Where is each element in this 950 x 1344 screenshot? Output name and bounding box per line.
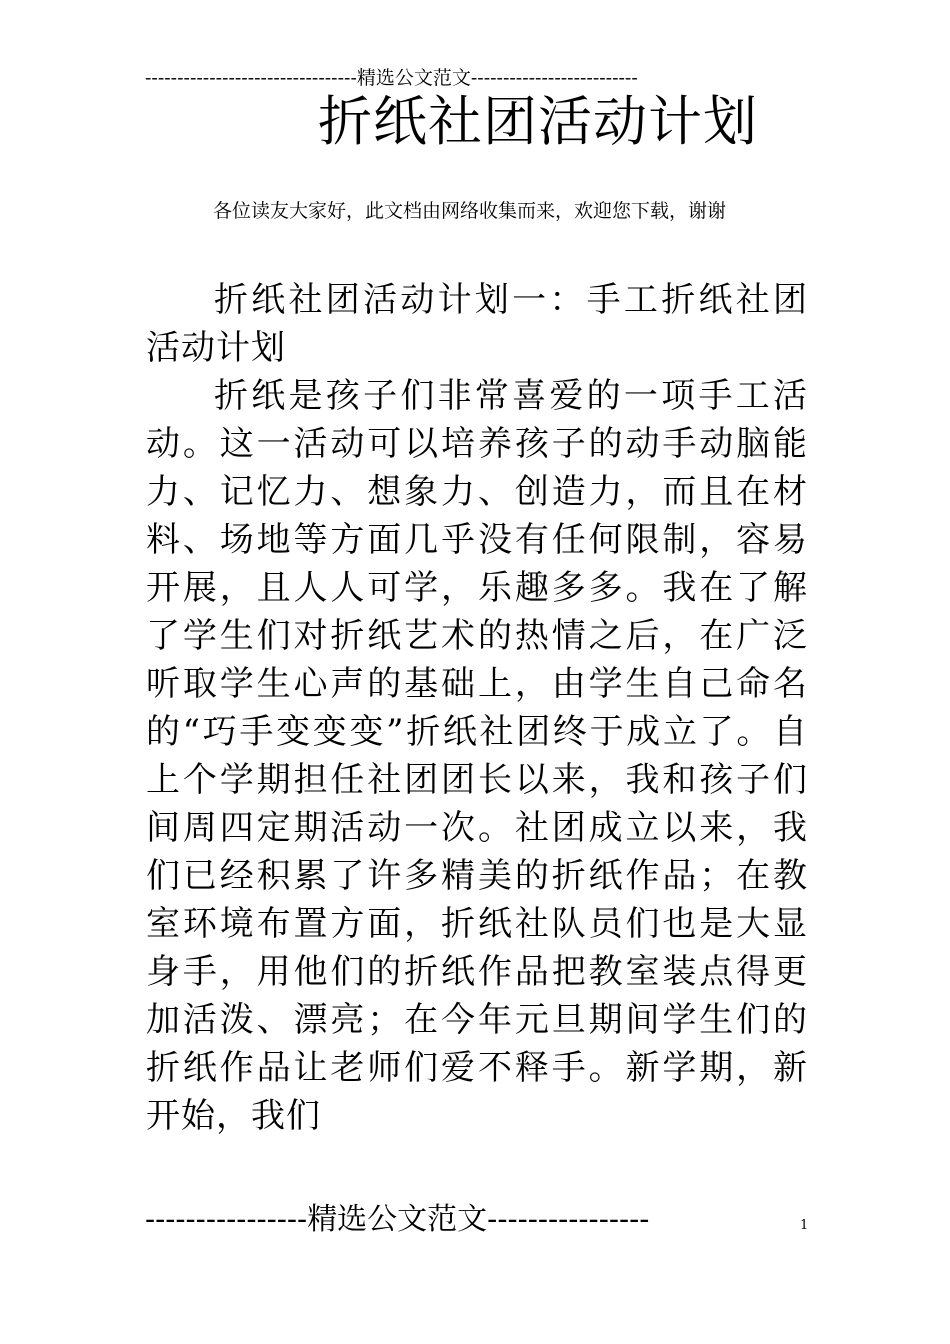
body-paragraph: 折纸是孩子们非常喜爱的一项手工活动。这一活动可以培养孩子的动手动脑能力、记忆力、想象力、创造力，而且在材料、场地等方面几乎没有任何限制，容易开展，且人人可学，乐趣多多。我在了解了学生们对折纸艺术的热情之后，在广泛听取学生心声的基础上，由学生自己命名的“巧手变变变”折纸社团终于成立了。自上个学期担任社团团长以来，我和孩子们间周四定期活动一次。社团成立以来，我们已经积累了许多精美的折纸作品；在教室环境布置方面，折纸社队员们也是大显身手，用他们的折纸作品把教室装点得更加活泼、漂亮；在今年元旦期间学生们的折纸作品让老师们爱不释手。新学期，新开始，我们 [146, 376, 808, 1136]
document-body [146, 276, 808, 1140]
document-title: 折纸社团活动计划 [318, 90, 758, 153]
page-footer: ----------------精选公文范文---------------- [145, 1202, 650, 1237]
section-heading: 折纸社团活动计划一：手工折纸社团活动计划 [146, 280, 808, 368]
page-number: 1 [800, 1218, 809, 1233]
intro-note: 各位读友大家好，此文档由网络收集而来，欢迎您下载，谢谢 [213, 200, 727, 222]
page-header: ---------------------------------精选公文范文-------------------------- [145, 67, 638, 89]
